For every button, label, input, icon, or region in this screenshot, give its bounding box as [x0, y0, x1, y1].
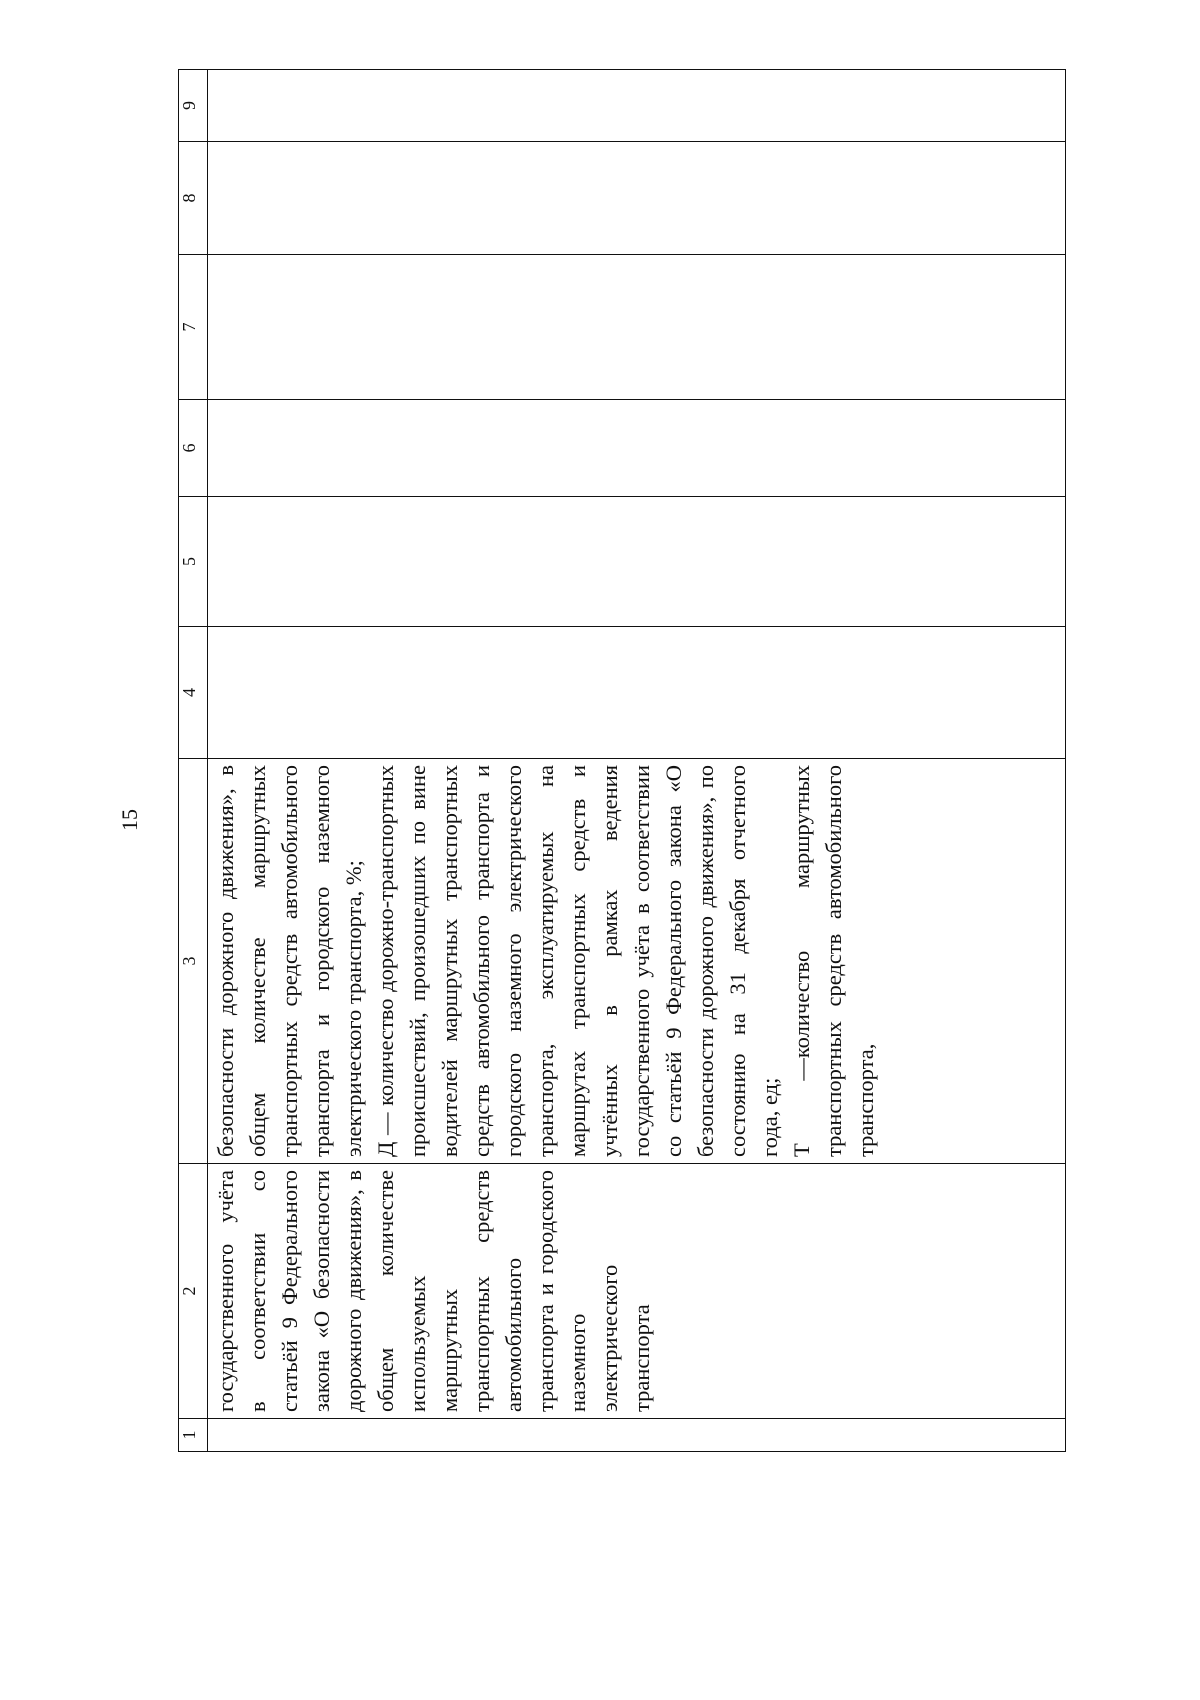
cell-col-7	[208, 255, 1066, 400]
calculation-method-text: безопасности дорожного движения», в общем количестве маршрутных транспортных средств автомобильного транспорта и городского наземного электрического транспорта, %; Д — количество дорожно-транспортных происшествий, произошедших по вине водителей маршрутных транспортных средств автомобильного транспорта и городского наземного электрического транспорта, эксплуатируемых на маршрутах транспортных средств и учтённых в рамках ведения государственного учёта в соответствии со статьёй 9 Федерального закона «О безопасности дорожного движения», по состоянию на 31 декабря отчетного года, ед; Т —количество маршрутных транспортных средств автомобильного транспорта,	[213, 765, 878, 1157]
column-number-9: 9	[179, 70, 208, 142]
column-number-7: 7	[179, 255, 208, 400]
indicator-name-text: государственного учёта в соответствии со статьёй 9 Федерального закона «О безопасности дорожного движения», в общем количестве используемых маршрутных транспортных средств автомобильного транспорта и городского наземного электрического транспорта	[213, 1164, 654, 1412]
cell-calculation-method	[208, 759, 1066, 1164]
column-number-6: 6	[179, 400, 208, 497]
cell-col-4-text	[208, 627, 210, 758]
cell-col-1	[208, 1419, 1066, 1452]
cell-col-5	[208, 497, 1066, 627]
indicator-table	[178, 69, 1066, 1452]
cell-col-6	[208, 400, 1066, 497]
column-number-1: 1	[179, 1419, 208, 1452]
cell-col-5-text	[208, 497, 210, 626]
column-number-2: 2	[179, 1164, 208, 1419]
cell-indicator-name	[208, 1164, 1066, 1419]
cell-col-6-text	[208, 400, 210, 496]
cell-col-9	[208, 70, 1066, 142]
column-number-3: 3	[179, 759, 208, 1164]
cell-col-4	[208, 627, 1066, 759]
cell-col-7-text	[208, 255, 210, 399]
page-number: 15	[117, 809, 142, 831]
table-row	[208, 70, 1066, 1452]
document-table-container	[178, 70, 1066, 1452]
column-number-4: 4	[179, 627, 208, 759]
cell-col-8-text	[208, 142, 210, 254]
cell-col-8	[208, 142, 1066, 255]
cell-col-9-text	[208, 70, 210, 141]
column-number-5: 5	[179, 497, 208, 627]
column-number-row	[179, 70, 208, 1452]
column-number-8: 8	[179, 142, 208, 255]
cell-col-1-text	[208, 1419, 210, 1451]
